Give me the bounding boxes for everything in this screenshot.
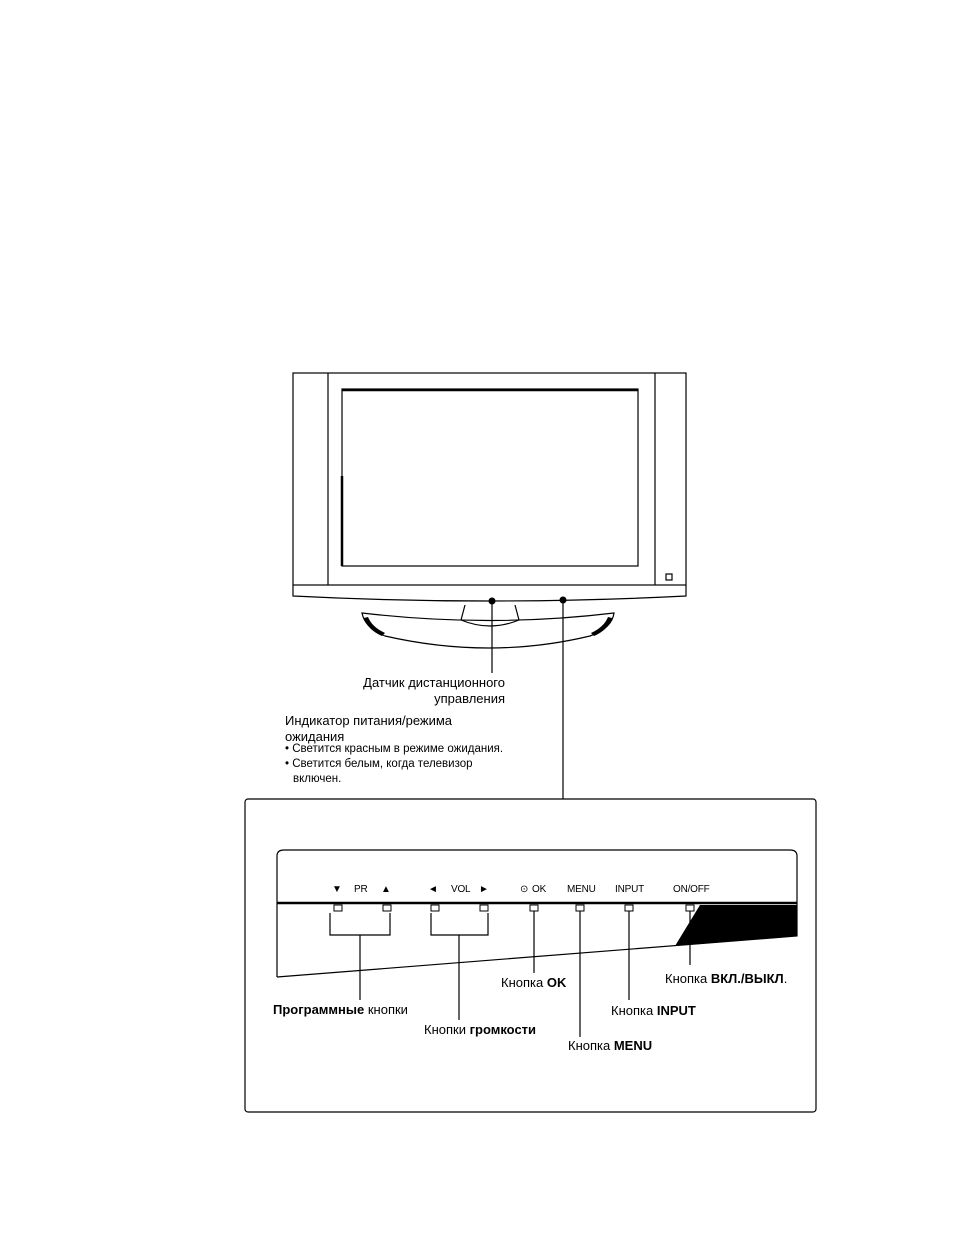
tv-stand-base (362, 613, 614, 648)
onoff-label: ON/OFF (673, 884, 710, 895)
input-button (625, 905, 633, 911)
ok-button-callout: Кнопка OK (501, 975, 567, 990)
vol-up-glyph: ► (479, 884, 489, 895)
menu-button (576, 905, 584, 911)
menu-button-callout: Кнопка MENU (568, 1038, 653, 1053)
tv-screen (342, 389, 638, 566)
vol-bracket (431, 913, 488, 935)
tv-outer-frame (293, 373, 686, 585)
vol-down-button (431, 905, 439, 911)
input-label: INPUT (615, 884, 645, 895)
menu-label: MENU (567, 884, 596, 895)
vol-up-button (480, 905, 488, 911)
input-button-callout: Кнопка INPUT (611, 1003, 696, 1018)
ok-glyph: ⊙ (520, 884, 529, 895)
power-button-callout: Кнопка ВКЛ./ВЫКЛ. (665, 971, 788, 986)
ok-label: OK (532, 884, 547, 895)
volume-buttons-callout: Кнопки громкости (424, 1022, 537, 1037)
program-buttons-callout: Программные кнопки (273, 1002, 408, 1017)
inset-frame (245, 799, 816, 1112)
onoff-button (686, 905, 694, 911)
pr-up-glyph: ▲ (381, 884, 391, 895)
power-indicator-dot (560, 597, 567, 604)
pr-up-button (383, 905, 391, 911)
vol-down-glyph: ◄ (428, 884, 438, 895)
pr-down-button (334, 905, 342, 911)
remote-sensor-label: Датчик дистанционного управления (363, 675, 505, 706)
power-indicator-label: Индикатор питания/режима ожидания (285, 713, 453, 744)
power-indicator-notes: • Светится красным в режиме ожидания. • Светится белым, когда телевизор включен. (285, 743, 504, 785)
pr-down-glyph: ▼ (332, 884, 342, 895)
pr-bracket (330, 913, 390, 935)
tv-power-square (666, 574, 672, 580)
vol-label: VOL (451, 884, 471, 895)
pr-label: PR (354, 884, 368, 895)
tv-stand-neck (461, 605, 519, 626)
remote-sensor-dot (489, 598, 496, 605)
ok-button (530, 905, 538, 911)
